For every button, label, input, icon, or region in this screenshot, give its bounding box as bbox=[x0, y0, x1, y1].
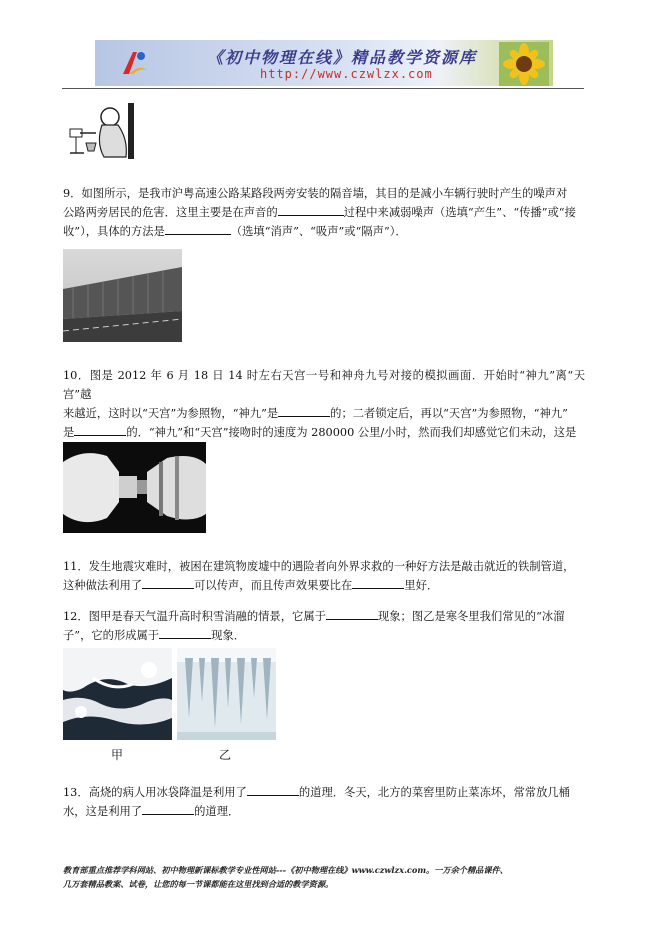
answer-blank[interactable] bbox=[142, 578, 194, 589]
answer-blank[interactable] bbox=[326, 609, 378, 620]
banner-url[interactable]: http://www.czwlzx.com bbox=[260, 67, 433, 81]
sunflower-image bbox=[499, 42, 549, 86]
caption-yi: 乙 bbox=[219, 748, 232, 762]
footer-line-2: 几万套精品教案、试卷，让您的每一节课都能在这里找到合适的教学资源。 bbox=[63, 879, 334, 889]
header-divider bbox=[62, 88, 584, 89]
question-13: 13．高烧的病人用冰袋降温是利用了 的道理．冬天，北方的菜窖里防止菜冻坏，常常放几桶 水，这是利用了 的道理． bbox=[63, 786, 570, 818]
answer-blank[interactable] bbox=[159, 628, 211, 639]
answer-blank[interactable] bbox=[278, 406, 330, 417]
spacecraft-docking-image bbox=[63, 442, 206, 533]
melting-snow-photo bbox=[63, 648, 172, 740]
answer-blank[interactable] bbox=[352, 578, 404, 589]
top-sketch-image bbox=[66, 103, 154, 159]
icicles-photo bbox=[177, 648, 276, 740]
answer-blank[interactable] bbox=[74, 425, 126, 436]
answer-blank[interactable] bbox=[278, 205, 344, 216]
question-11: 11．发生地震灾难时，被困在建筑物废墟中的遇险者向外界求救的一种好方法是敲击就近的铁制管道， 这种做法利用了 可以传声，而且传声效果要比在 里好． bbox=[63, 560, 575, 592]
question-12: 12．图甲是春天气温升高时积雪消融的情景，它属于 现象；图乙是寒冬里我们常见的“冰溜 子”，它的形成属于 现象． bbox=[63, 610, 565, 642]
sound-barrier-photo bbox=[63, 249, 182, 342]
caption-jia: 甲 bbox=[111, 748, 124, 762]
question-10: 10．图是 2012 年 6 月 18 日 14 时左右天宫一号和神舟九号对接的模拟画面．开始时“神九”离“天宫”越 来越近，这时以“天宫”为参照物，“神九”是 的；二者锁定后，再以“天宫”为参照物，“神九” 是 的．“神九”和“天宫”接吻时的速度为 280000 公里/小时，然而我们却感觉它们未动，这是 bbox=[63, 366, 585, 461]
question-9: 9．如图所示，是我市沪粤高速公路某路段两旁安装的隔音墙，其目的是减小车辆行驶时产生的噪声对 公路两旁居民的危害．这里主要是在声音的 过程中来减弱噪声（选填“产生”、“传播”或“接 收”），具体的方法是 （选填“消声”、“吸声”或“隔声”）． bbox=[63, 187, 576, 238]
answer-blank[interactable] bbox=[142, 804, 194, 815]
footer-line-1: 教育部重点推荐学科网站、初中物理新课标教学专业性网站---《初中物理在线》www.czwlzx.com。一万余个精品课件、 bbox=[63, 865, 508, 875]
header-banner bbox=[95, 40, 553, 86]
banner-title: 《初中物理在线》精品教学资源库 bbox=[207, 48, 478, 67]
answer-blank[interactable] bbox=[165, 224, 231, 235]
site-logo-icon bbox=[119, 48, 149, 78]
page-footer bbox=[63, 863, 593, 891]
answer-blank[interactable] bbox=[247, 785, 299, 796]
